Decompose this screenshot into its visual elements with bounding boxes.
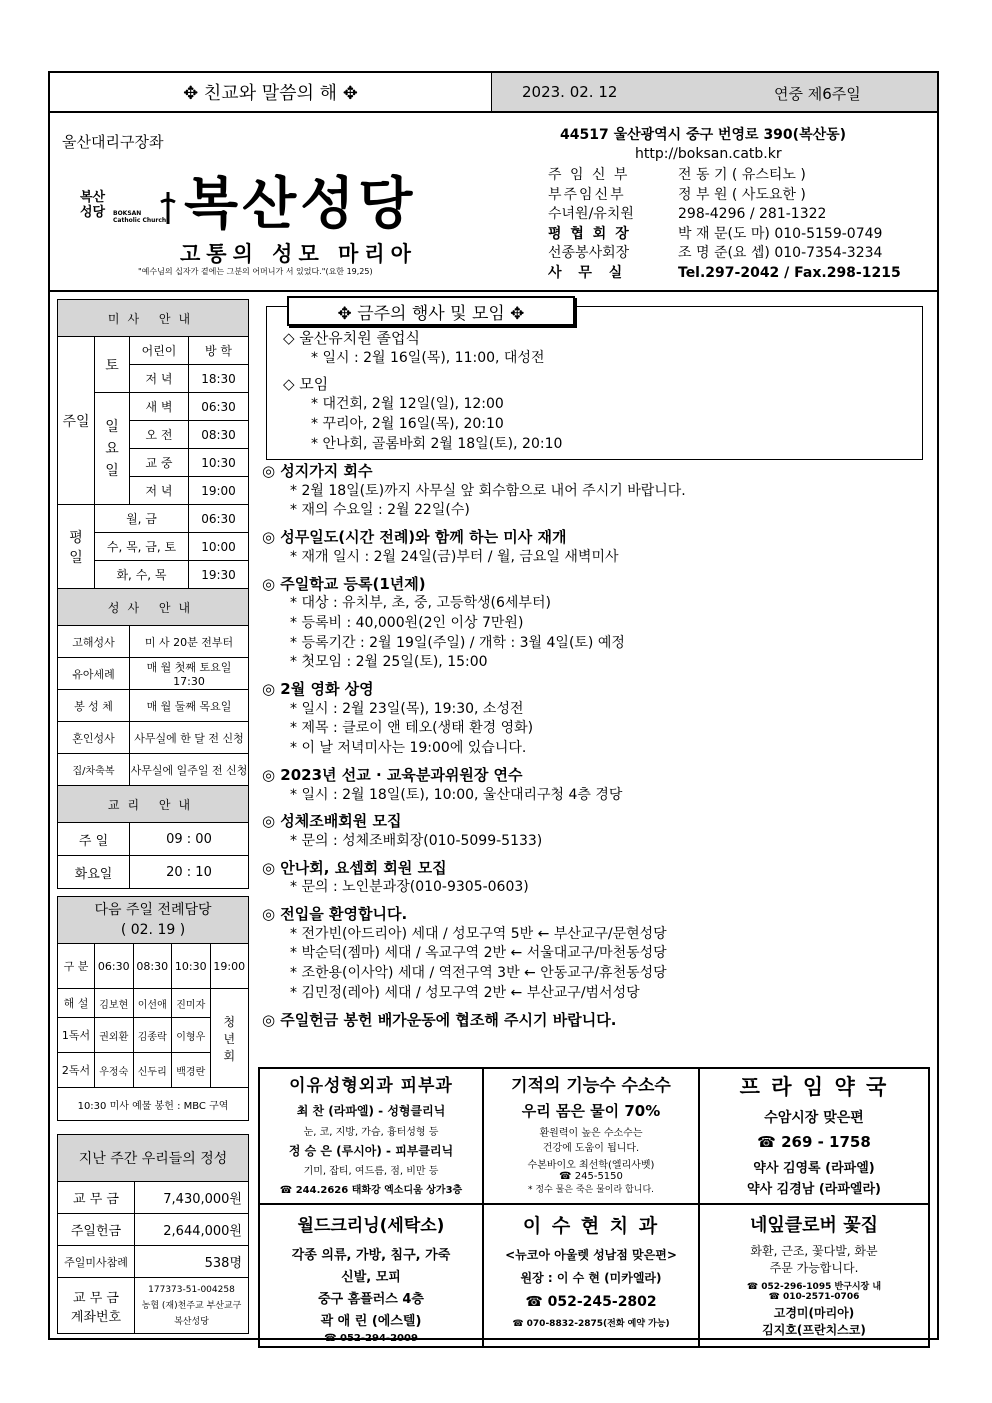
- address: 44517 울산광역시 중구 번영로 390(복산동): [560, 127, 847, 143]
- announcement: ◎ 안나회, 요셉회 회원 모집 * 문의 : 노인분과장(010-9305-0603): [262, 858, 529, 896]
- next-liturgy-table: 다음 주일 전례담당 ( 02. 19 ) 구 분 06:30 08:30 10:30 19:00 해 설 김보현 이선애 진미자 청 년 회 1독서 권외환 김종락 이형우 2독서 우정숙 신두리 백경란 10:30 미사 예물 봉헌 : MBC 구역: [57, 896, 249, 1121]
- bulletin-date: 2023. 02. 12: [522, 83, 618, 101]
- announcement: ◎ 주일학교 등록(1년제) * 대상 : 유치부, 초, 중, 고등학생(6세부터) * 등록비 : 40,000원(2인 이상 7만원) * 등록기간 : 2월 19일(주일) / 개학 : 3월 4일(토) 예정 * 첫모임 : 2월 25일(토), 15:00: [262, 574, 625, 671]
- announcement: ◎ 성무일도(시간 전례)와 함께 하는 미사 재개 * 재개 일시 : 2월 24일(금)부터 / 월, 금요일 새벽미사: [262, 528, 619, 565]
- offering-table: 지난 주간 우리들의 정성 교 무 금 7,430,000원 주일헌금 2,644,000원 주일미사참례 538명 교 무 금 계좌번호 177373-51-004258 농협 (재)천주교 부산교구 복산성당: [57, 1134, 249, 1334]
- sunday-day-label: 일요일: [95, 393, 130, 505]
- catechism-title: 교리 안내: [58, 786, 249, 823]
- events-box-content: ◇ 울산유치원 졸업식 * 일시 : 2월 16일(목), 11:00, 대성전 ◇ 모임 * 대건회, 2월 12일(일), 12:00 * 꾸리아, 2월 16일(목), 20:10 * 안나회, 골롬바회 2월 18일(토), 20:10: [283, 329, 563, 452]
- ad-hydrogen-water: 기적의 기능수 수소수 우리 몸은 물이 70% 환원력이 높은 수소수는 건강에 도움이 됩니다. 수본바이오 최선학(엘리사벳) ☎ 245-5150 * 정수 물은 죽은 물이라 합니다.: [483, 1068, 699, 1204]
- offering-title: 지난 주간 우리들의 정성: [58, 1135, 249, 1182]
- sacrament-title: 성사 안내: [58, 589, 249, 626]
- weekday-label: 평일: [58, 505, 95, 589]
- ad-dermatology: 이유성형외과 피부과 최 찬 (라파엘) - 성형클리닉 눈, 코, 지방, 가슴, 흉터성형 등 정 승 은 (루시아) - 피부클리닉 기미, 잡티, 여드름, 점, 비만 등 ☎ 244.2626 태화강 엑소디움 상가3층: [259, 1068, 483, 1204]
- ad-pharmacy: 프 라 임 약 국 수암시장 맞은편 ☎ 269 - 1758 약사 김영록 (라파엘) 약사 김경남 (라파엘라): [699, 1068, 929, 1204]
- events-title: ✥ 금주의 행사 및 모임 ✥: [287, 296, 575, 326]
- logo-small-text: 복산 성당: [80, 190, 106, 220]
- contact-table: 주 임 신 부 전 동 기 ( 유스티노 ) 부주임신부 정 부 원 ( 사도요한 ) 수녀원/유치원 298-4296 / 281-1322 평 협 회 장 박 재 문(도 마) 010-5159-0749 선종봉사회장 조 명 준(요 셉) 010-7354-3234 사 무 실 Tel.297-2042 / Fax.298-1215: [548, 167, 901, 281]
- saturday-label: 토: [95, 337, 130, 393]
- header-separator: [50, 290, 937, 292]
- sunday-label: 주일: [58, 337, 95, 505]
- ad-dentist: 이 수 현 치 과 <뉴코아 아울렛 성남점 맞은편> 원장 : 이 수 현 (미카엘라) ☎ 052-245-2802 ☎ 070-8832-2875(전화 예약 가능): [483, 1204, 699, 1347]
- logo-english: BOKSAN Catholic Church: [113, 210, 167, 224]
- mass-schedule: 미사 안내 주일 토 어린이 방 학 저 녁 18:30 일요일 새 벽 06:30 오 전 08:30 교 중 10:30 저 녁 19:00 평일 월, 금 06:30 수, 목, 금, 토 10:00 화, 수, 목 19:30 성사 안내 고해성사 미 사 20분 전부터 유아세례 매 월 첫째 토요일 17:30 봉 성 체 매 월 둘째 목요일 혼인성사 사무실에 한 달 전 신청 집/차축복 사무실에 일주일 전 신청 교리 안내 주 일 09 : 00 화요일 20 : 10: [57, 299, 249, 889]
- announcement: ◎ 성지가지 회수 * 2월 18일(토)까지 사무실 앞 회수함으로 내어 주시기 바랍니다. * 재의 수요일 : 2월 22일(수): [262, 462, 686, 519]
- ad-flower-shop: 네잎클로버 꽃집 화환, 근조, 꽃다발, 화분 주문 가능합니다. ☎ 052-296-1095 반구시장 내 ☎ 010-2571-0706 고경미(마리아) 김지호(프란치스코): [699, 1204, 929, 1347]
- ad-cleaning: 월드크리닝(세탁소) 각종 의류, 가방, 침구, 가죽 신발, 모피 중구 홈플러스 4층 곽 애 린 (에스텔) ☎ 052-294-2009: [259, 1204, 483, 1347]
- liturgical-week: 연중 제6주일: [774, 85, 861, 103]
- announcement: ◎ 주일헌금 봉헌 배가운동에 협조해 주시기 바랍니다.: [262, 1010, 617, 1029]
- ads-table: [258, 1067, 930, 1348]
- mass-title: 미사 안내: [58, 300, 249, 337]
- patron-name: 고통의 성모 마리아: [180, 241, 417, 266]
- announcement: ◎ 2023년 선교 · 교육분과위원장 연수 * 일시 : 2월 18일(토), 10:00, 울산대리구청 4층 경당: [262, 765, 623, 803]
- header-bar: [50, 73, 937, 113]
- diocese-label: 울산대리구장좌: [62, 133, 164, 151]
- website-link[interactable]: http://boksan.catb.kr: [635, 146, 782, 162]
- announcements: [262, 462, 932, 1030]
- cross-icon: [158, 190, 178, 226]
- announcement: ◎ 2월 영화 상영 * 일시 : 2월 23일(목), 19:30, 소성전 * 제목 : 클로이 앤 테오(생태 환경 영화) * 이 날 저녁미사는 19:00에 있습니다.: [262, 680, 534, 757]
- year-motto: ✥ 친교와 말씀의 해 ✥: [50, 73, 492, 111]
- announcement: ◎ 전입을 환영합니다. * 전가빈(아드리아) 세대 / 성모구역 5반 ← 부산교구/문현성당 * 박순덕(젬마) 세대 / 옥교구역 2반 ← 서울대교구/마천동성당 * 조한용(이사악) 세대 / 역전구역 3반 ← 안동교구/휴천동성당 * 김민정(레아) 세대 / 성모구역 2반 ← 부산교구/범서성당: [262, 905, 667, 1001]
- announcement: ◎ 성체조배회원 모집 * 문의 : 성체조배회장(010-5099-5133): [262, 812, 543, 849]
- youth-group: 청 년 회: [210, 989, 249, 1088]
- offering-note: 10:30 미사 예물 봉헌 : MBC 구역: [58, 1088, 249, 1121]
- parish-name: 복산성당: [184, 171, 417, 237]
- date-box: [492, 73, 937, 111]
- next-liturgy-title: 다음 주일 전례담당 ( 02. 19 ): [58, 897, 249, 944]
- patron-quote: "예수님의 십자가 곁에는 그분의 어머니가 서 있었다."(요한 19,25): [138, 267, 373, 276]
